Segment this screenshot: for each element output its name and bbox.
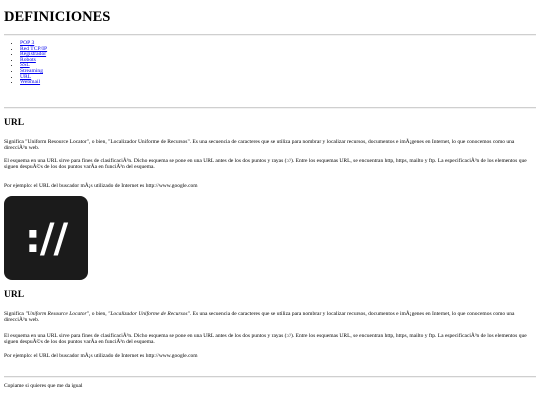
footer-text: Copiame si quieres que me da igual	[4, 383, 83, 389]
section2-p1-mid: , o bien,	[88, 311, 109, 317]
section2-heading-url: URL	[4, 290, 25, 300]
divider-nav	[4, 107, 536, 109]
url-scheme-logo	[4, 196, 88, 280]
section2-paragraph-1	[4, 311, 534, 323]
nav-link-pop3[interactable]: POP 3	[20, 40, 35, 46]
divider-top	[4, 34, 536, 36]
section2-paragraph-2: El esquema en una URL sirve para fines de clasificaciÃ³n. Dicho esquema se pone en una URL antes de los dos puntos y rayas (://). Entre los esquemas URL, se encuentran http, https, mailto y ftp. La especificaciÃ³n de los elementos que siguen despuÃ©s de los dos puntos varÃa en funciÃ³n del esquema.	[4, 333, 527, 346]
section2-paragraph-3: Por ejemplo: el URL del buscador mÃ¡s utilizado de Internet es http://www.google.com	[4, 353, 198, 359]
section2-p1-em2: "Localizador Uniforme de Recursos"	[108, 311, 190, 317]
section1-paragraph-3: Por ejemplo: el URL del buscador mÃ¡s utilizado de Internet es http://www.google.com	[4, 183, 198, 189]
nav-link-registrador[interactable]: Registrador	[20, 51, 47, 58]
divider-footer	[4, 376, 536, 378]
section1-paragraph-2: El esquema en una URL sirve para fines de clasificaciÃ³n. Dicho esquema se pone en una URL antes de los dos puntos y rayas (://). Entre los esquemas URL, se encuentran http, https, mailto y ftp. La especificaciÃ³n de los elementos que siguen despuÃ©s de los dos puntos varÃa en funciÃ³n del esquema.	[4, 158, 527, 171]
section2-p1-post: . Es una secuencia de caracteres que se utiliza para nombrar y localizar recursos, documentos e imÃ¡genes en Internet, lo que conocemos como una direcciÃ³n web.	[4, 311, 515, 324]
nav-link-ssl[interactable]: SSL	[20, 62, 30, 69]
section-heading-url: URL	[4, 118, 25, 128]
section1-paragraph-1: Significa "Uniform Resource Locator", o bien, "Localizador Uniforme de Recursos". Es una secuencia de caracteres que se utiliza para nombrar y localizar recursos, documentos e imÃ¡genes en Internet, lo que conocemos como una direcciÃ³n web.	[4, 139, 515, 152]
nav-link-red-tcp-ip[interactable]: Red TCP/IP	[20, 45, 48, 52]
section2-p1-pre: Significa	[4, 311, 26, 317]
nav-link-url[interactable]: URL	[20, 73, 32, 80]
nav-link-robots[interactable]: Robots	[20, 56, 36, 63]
page-title: DEFINICIONES	[4, 9, 111, 25]
nav-item-webmail	[20, 80, 47, 86]
nav-link-streaming[interactable]: Streaming	[20, 67, 43, 74]
definitions-nav	[8, 41, 47, 86]
section2-p1-em1: "Uniform Resource Locator"	[25, 311, 89, 317]
url-scheme-logo-text: ://	[24, 216, 68, 262]
nav-link-webmail[interactable]: Webmail	[20, 79, 41, 86]
